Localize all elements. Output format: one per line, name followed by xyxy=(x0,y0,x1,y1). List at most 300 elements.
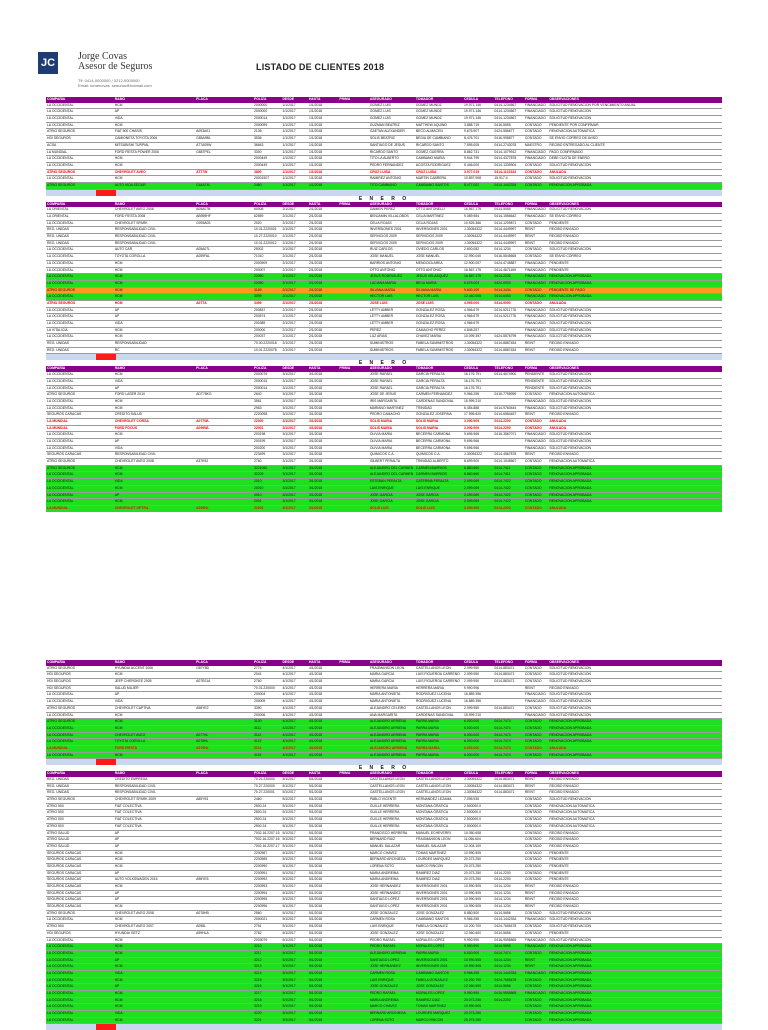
table-cell: 3221 xyxy=(254,1017,262,1022)
table-cell: LA ORIENTAL xyxy=(47,207,69,212)
table-cell: FINANCIADO xyxy=(524,156,546,161)
table-row[interactable] xyxy=(46,739,722,746)
table-cell xyxy=(195,831,253,837)
table-cell: LA OCCIDENTAL xyxy=(47,739,74,744)
table-cell: 2200996 xyxy=(254,904,268,909)
column-header: PLACA xyxy=(196,201,208,206)
table-cell: 3/1/2017 xyxy=(282,459,296,464)
table-cell: CAMBANO MARIA xyxy=(415,156,445,161)
table-cell: ALEJANDRO ARRIENA xyxy=(369,745,408,750)
table-cell xyxy=(195,817,253,823)
table-cell: 0414-1209871 xyxy=(494,220,517,225)
table-cell: BERNARD ARCINIEGA xyxy=(369,1011,406,1016)
table-cell: ALEJANDRO ARRIENA xyxy=(369,719,406,724)
section-footer xyxy=(46,1024,722,1030)
table-row[interactable] xyxy=(46,877,722,884)
table-cell: 4/1/2017 xyxy=(282,679,296,684)
column-header: POLIZA xyxy=(254,771,267,776)
table-cell: SE ENVIO CORREO xyxy=(549,254,582,259)
table-row[interactable] xyxy=(46,136,722,143)
table-cell: 9.990.996 xyxy=(464,685,480,690)
table-row[interactable] xyxy=(46,301,722,308)
table-row[interactable] xyxy=(46,777,722,784)
table-row[interactable] xyxy=(46,183,722,190)
table-row[interactable] xyxy=(46,831,722,838)
table-row[interactable] xyxy=(46,958,722,965)
table-row[interactable] xyxy=(46,227,722,234)
table-cell: SEGUROS CARACAS xyxy=(47,870,82,875)
table-cell: 0424-4745887 xyxy=(494,260,517,265)
table-row[interactable] xyxy=(46,944,722,951)
table-cell: 2220098 xyxy=(254,412,268,417)
table-cell: 5/1/2017 xyxy=(282,910,296,915)
table-row[interactable] xyxy=(46,439,722,446)
table-row[interactable] xyxy=(46,964,722,971)
table-cell: 0414-2200 xyxy=(494,997,511,1002)
table-row[interactable] xyxy=(46,699,722,706)
table-row[interactable] xyxy=(46,466,722,473)
table-cell: 10.990.505 xyxy=(464,850,481,855)
table-cell: SOLIS MARIA xyxy=(369,418,393,423)
table-row[interactable] xyxy=(46,733,722,740)
table-cell: 3/1/2017 xyxy=(282,499,296,504)
table-cell: MENDOZA AREA xyxy=(415,260,443,265)
table-cell: 10.27.2220010 xyxy=(254,234,277,239)
column-header: ASEGURADO xyxy=(369,771,392,776)
table-row[interactable] xyxy=(46,904,722,911)
table-row[interactable] xyxy=(46,254,722,261)
table-cell: GOMEZ MUNOZ xyxy=(415,109,442,114)
table-row[interactable] xyxy=(46,163,722,170)
table-cell: 2136 xyxy=(254,129,262,134)
table-row[interactable] xyxy=(46,412,722,419)
table-cell: A077HL xyxy=(196,732,209,737)
table-cell: CASTELLANOS LEON xyxy=(415,777,451,781)
table-cell: CONTADO xyxy=(524,485,542,490)
table-cell: GOMEZ LUIS xyxy=(369,116,391,121)
column-header: TELEFONO xyxy=(494,660,513,664)
table-cell-empty xyxy=(338,493,368,499)
table-cell: VIDA xyxy=(114,378,123,383)
table-cell: 4/1/2017 xyxy=(282,705,296,710)
table-row[interactable] xyxy=(46,790,722,797)
table-cell: 2/1/2017 xyxy=(282,321,296,325)
column-header: CEDULA xyxy=(464,97,479,101)
table-cell: SOLICITUD RENOVACION xyxy=(549,405,591,410)
table-row[interactable] xyxy=(46,679,722,686)
table-cell: 2.099.950 xyxy=(464,705,480,710)
table-cell-empty xyxy=(338,268,368,274)
table-row[interactable] xyxy=(46,978,722,985)
table-cell: 10.990.505 xyxy=(464,957,481,962)
table-cell: LA OCCIDENTAL xyxy=(47,162,74,167)
table-row[interactable] xyxy=(46,386,722,393)
table-row[interactable] xyxy=(46,281,722,288)
table-cell: HCM xyxy=(114,937,123,942)
table-row[interactable] xyxy=(46,884,722,891)
table-cell: PENDIENTE xyxy=(524,372,545,377)
table-cell: LA OCCIDENTAL xyxy=(47,752,74,757)
table-row[interactable] xyxy=(46,308,722,315)
table-row[interactable] xyxy=(46,837,722,844)
table-cell xyxy=(493,804,523,810)
table-cell xyxy=(195,328,253,334)
table-cell xyxy=(493,386,523,392)
table-cell-empty xyxy=(338,837,368,843)
table-cell: HCM xyxy=(114,850,123,855)
table-cell: A099WL xyxy=(196,425,210,430)
table-row[interactable] xyxy=(46,399,722,406)
table-cell: 200007 xyxy=(254,267,266,272)
table-cell: 70.00.2220018 xyxy=(254,341,277,346)
table-row[interactable] xyxy=(46,221,722,228)
table-cell: HCM xyxy=(114,274,123,279)
table-cell: CONTADO xyxy=(524,287,542,292)
table-row[interactable] xyxy=(46,493,722,500)
table-row[interactable] xyxy=(46,479,722,486)
table-cell: 3/1/2018 xyxy=(308,398,323,403)
table-row[interactable] xyxy=(46,864,722,871)
table-cell: MARIA ANDREINA xyxy=(369,877,399,882)
table-row[interactable] xyxy=(46,713,722,720)
table-cell: JOSE DE JESUS xyxy=(369,392,397,397)
table-row[interactable] xyxy=(46,804,722,811)
table-cell: AB959HF xyxy=(196,214,211,218)
table-row[interactable] xyxy=(46,294,722,301)
footer-marker xyxy=(96,190,116,196)
table-row[interactable] xyxy=(46,746,722,753)
table-cell: SOLICITUD RENOVACION xyxy=(549,398,591,403)
table-cell-empty xyxy=(338,372,368,378)
table-cell: MARTIN CABRERA xyxy=(415,176,447,181)
table-cell: HCM xyxy=(114,712,123,717)
table-cell-empty xyxy=(338,1018,368,1024)
table-cell: TITO LA ALBERTO xyxy=(369,156,399,161)
table-cell: 2200991 xyxy=(254,870,268,875)
table-row[interactable] xyxy=(46,379,722,386)
table-cell: CARMEN ROSA xyxy=(369,917,396,922)
table-cell: 0414-7474 xyxy=(494,719,511,724)
table-row[interactable] xyxy=(46,486,722,493)
table-cell: 3390 xyxy=(254,705,262,710)
table-cell-empty xyxy=(338,699,368,705)
table-cell: 5/1/2017 xyxy=(282,1011,296,1016)
table-row[interactable] xyxy=(46,314,722,321)
table-row[interactable] xyxy=(46,1018,722,1025)
table-cell: 1/1/2018 xyxy=(308,156,323,161)
table-row[interactable] xyxy=(46,911,722,918)
table-cell: CONTADO xyxy=(524,129,542,134)
table-cell-empty xyxy=(338,379,368,385)
table-row[interactable] xyxy=(46,784,722,791)
table-cell: 4/1/2017 xyxy=(282,665,296,670)
table-cell: FIAT COLECTIVA xyxy=(114,823,142,828)
table-cell: 5/1/2018 xyxy=(308,890,323,895)
table-cell: ATRIO SEGUROS xyxy=(47,719,76,724)
table-cell: DAMIEN PEREZ xyxy=(369,207,396,212)
table-cell: 4/1/2018 xyxy=(308,679,323,684)
table-cell xyxy=(195,241,253,247)
table-row[interactable] xyxy=(46,692,722,699)
table-cell: CAMACHO PEREZ xyxy=(415,327,446,332)
table-cell: CONTADO xyxy=(524,254,542,259)
table-row[interactable] xyxy=(46,686,722,693)
table-cell: 5/1/2018 xyxy=(308,830,323,835)
table-cell-empty xyxy=(338,466,368,472)
footer-fill xyxy=(116,190,722,196)
table-cell-empty xyxy=(338,426,368,432)
table-row[interactable] xyxy=(46,288,722,295)
table-cell: RECIBO ENVIADO xyxy=(549,837,579,842)
table-cell: 62559 xyxy=(254,214,264,218)
table-cell: CONTADO xyxy=(524,418,542,423)
table-cell: 3219 xyxy=(254,1004,262,1009)
table-row[interactable] xyxy=(46,116,722,123)
table-cell-empty xyxy=(338,334,368,340)
table-row[interactable] xyxy=(46,109,722,116)
table-cell: RODRIGUEZ LUCENA xyxy=(415,692,451,697)
table-cell xyxy=(195,234,253,240)
table-cell: 4/1/2017 xyxy=(282,712,296,717)
table-row[interactable] xyxy=(46,129,722,136)
table-row[interactable] xyxy=(46,984,722,991)
table-cell-empty xyxy=(338,103,368,109)
table-row[interactable] xyxy=(46,797,722,804)
table-row[interactable] xyxy=(46,207,722,214)
table-cell: PARRA MARIA xyxy=(415,739,439,744)
table-cell xyxy=(195,824,253,830)
table-cell xyxy=(195,294,253,300)
table-cell-empty xyxy=(338,944,368,950)
table-cell: J-30054322 xyxy=(464,227,482,232)
table-cell xyxy=(195,479,253,485)
table-cell: SEGUROS CARACAS xyxy=(47,452,82,457)
table-cell: RESPONSABILIDAD CIVIL xyxy=(114,234,157,239)
table-row[interactable] xyxy=(46,214,722,221)
table-cell: AP xyxy=(114,837,120,842)
table-cell: MARIANO MARTINEZ xyxy=(369,405,404,410)
table-cell: LA MUNDIAL xyxy=(47,425,68,430)
table-row[interactable] xyxy=(46,341,722,348)
table-row[interactable] xyxy=(46,459,722,466)
table-cell xyxy=(195,341,253,347)
table-cell: 2/1/2018 xyxy=(308,267,323,272)
table-row[interactable] xyxy=(46,924,722,931)
column-header: POLIZA xyxy=(254,201,267,206)
table-row[interactable] xyxy=(46,810,722,817)
table-row[interactable] xyxy=(46,170,722,177)
table-row[interactable] xyxy=(46,176,722,183)
table-cell: RENOVACION APROBADA xyxy=(549,957,592,962)
table-cell: ESTEBAN PERALTA xyxy=(369,479,402,484)
table-row[interactable] xyxy=(46,348,722,355)
table-cell: 5/1/2017 xyxy=(282,877,296,882)
table-cell: 2200990 xyxy=(254,863,268,868)
table-cell xyxy=(195,753,253,759)
table-row[interactable] xyxy=(46,372,722,379)
column-header: POLIZA xyxy=(254,366,267,371)
table-cell: PARRA MARIA xyxy=(415,950,439,955)
table-cell: 5/1/2018 xyxy=(308,857,323,862)
table-cell: 3112 xyxy=(254,732,262,737)
table-row[interactable] xyxy=(46,274,722,281)
table-row[interactable] xyxy=(46,321,722,328)
table-row[interactable] xyxy=(46,998,722,1005)
table-cell: PENDIENTE xyxy=(549,260,569,265)
table-cell: HCM xyxy=(114,752,123,757)
table-row[interactable] xyxy=(46,261,722,268)
table-cell: 3499 xyxy=(254,300,262,305)
table-cell: FINANCIADO xyxy=(524,699,546,704)
table-cell xyxy=(195,103,253,109)
table-row[interactable] xyxy=(46,938,722,945)
table-row[interactable] xyxy=(46,392,722,399)
table-cell: GOMEZ MUNOZ xyxy=(415,102,442,107)
table-cell: 3218 xyxy=(254,997,262,1002)
table-cell: 2/1/2018 xyxy=(308,234,323,239)
table-cell: HCM xyxy=(114,997,123,1002)
table-cell: FINANCIADO xyxy=(524,116,546,121)
table-row[interactable] xyxy=(46,706,722,713)
column-header: FORMA xyxy=(524,97,538,101)
column-header: TELEFONO xyxy=(494,201,513,206)
table-cell: 4/1/2017 xyxy=(282,725,296,730)
table-row[interactable] xyxy=(46,472,722,479)
table-row[interactable] xyxy=(46,446,722,453)
table-cell: 20.073.250 xyxy=(464,1011,481,1016)
table-row[interactable] xyxy=(46,857,722,864)
table-cell: RECIBO ENTREGADO AL CLIENTE xyxy=(549,142,605,147)
sheet-page-1 xyxy=(0,0,768,512)
table-cell: CASTELLANOS LEON xyxy=(369,777,405,781)
table-cell-empty xyxy=(338,726,368,732)
table-cell: 0424-7655478 xyxy=(494,924,517,929)
table-row[interactable] xyxy=(46,991,722,998)
table-row[interactable] xyxy=(46,897,722,904)
table-row[interactable] xyxy=(46,150,722,157)
table-cell: CAMBIANO SANTOS xyxy=(415,182,449,187)
table-cell: AUTO CAR xyxy=(114,247,133,252)
table-cell: 5/1/2018 xyxy=(308,777,323,781)
table-row[interactable] xyxy=(46,871,722,878)
table-cell: 3/1/2018 xyxy=(308,405,323,410)
table-cell-empty xyxy=(338,904,368,910)
table-cell: 5/1/2018 xyxy=(308,904,323,909)
table-row[interactable] xyxy=(46,726,722,733)
table-row[interactable] xyxy=(46,334,722,341)
table-row[interactable] xyxy=(46,851,722,858)
table-row[interactable] xyxy=(46,951,722,958)
table-row[interactable] xyxy=(46,328,722,335)
table-cell: LA OCCIDENTAL xyxy=(47,122,74,127)
table-row[interactable] xyxy=(46,452,722,459)
table-cell: HCM xyxy=(114,405,123,410)
table-cell: LA MUNDIAL xyxy=(47,418,68,423)
table-row[interactable] xyxy=(46,247,722,254)
table-cell: 2200993 xyxy=(254,884,268,888)
table-cell: CATERINA PERALTA xyxy=(415,479,449,484)
table-cell-empty xyxy=(338,817,368,823)
table-cell-empty xyxy=(338,692,368,698)
table-cell-empty xyxy=(338,784,368,790)
table-cell xyxy=(493,1011,523,1017)
logo-contact-phone: Tlf: 0414-0000000 / 0212-0000000 xyxy=(78,78,140,82)
table-cell-empty xyxy=(338,917,368,923)
table-row[interactable] xyxy=(46,268,722,275)
table-row[interactable] xyxy=(46,817,722,824)
table-cell: CONTADO xyxy=(524,392,542,397)
table-row[interactable] xyxy=(46,666,722,673)
table-row[interactable] xyxy=(46,753,722,760)
table-cell: SOLICITUD RENOVACION xyxy=(549,917,591,922)
table-cell: 2/1/2018 xyxy=(308,254,323,259)
table-cell: 2.099.069 xyxy=(464,479,480,484)
table-row[interactable] xyxy=(46,156,722,163)
table-row[interactable] xyxy=(46,419,722,426)
table-cell: 16.176.791 xyxy=(464,378,481,383)
table-cell: 2/1/2018 xyxy=(308,274,323,279)
table-cell: LA OCCIDENTAL xyxy=(47,1011,74,1016)
table-row[interactable] xyxy=(46,719,722,726)
table-row[interactable] xyxy=(46,917,722,924)
table-row[interactable] xyxy=(46,241,722,248)
table-cell: LA OCCIDENTAL xyxy=(47,156,74,161)
table-cell: 3.090.909 xyxy=(464,505,480,510)
table-row[interactable] xyxy=(46,931,722,938)
table-row[interactable] xyxy=(46,971,722,978)
table-cell xyxy=(195,314,253,320)
table-row[interactable] xyxy=(46,103,722,110)
table-cell: JOSE GONZALEZ xyxy=(369,910,398,915)
table-row[interactable] xyxy=(46,234,722,241)
table-row[interactable] xyxy=(46,143,722,150)
table-cell: GOMEZ GUERRA xyxy=(415,149,444,154)
table-cell: RENOVACION AUTOMATICA xyxy=(549,803,595,808)
table-cell: CONTADO xyxy=(524,797,542,802)
table-cell: 200006 xyxy=(254,712,266,717)
table-cell: CONTADO xyxy=(524,176,542,181)
table-row[interactable] xyxy=(46,432,722,439)
table-cell: 16.176.791 xyxy=(464,385,481,390)
table-row[interactable] xyxy=(46,406,722,413)
table-cell: 4/1/2018 xyxy=(308,752,323,757)
table-cell: J-30054322 xyxy=(464,452,482,457)
table-row[interactable] xyxy=(46,1004,722,1011)
table-row[interactable] xyxy=(46,1011,722,1018)
table-cell: RAMIREZ DIAZ xyxy=(415,870,440,875)
table-cell: 2/1/2017 xyxy=(282,220,296,225)
table-cell: CHAVEZ MARIA xyxy=(415,334,442,339)
table-cell: 4/1/2017 xyxy=(282,672,296,677)
table-row[interactable] xyxy=(46,672,722,679)
column-header: OBSERVACIONES xyxy=(549,660,579,664)
table-cell: INVERSIONES 2001 xyxy=(415,957,448,962)
table-cell: RECIBO ENVIADO xyxy=(549,843,579,848)
table-row[interactable] xyxy=(46,426,722,433)
table-cell: 22050 xyxy=(254,274,264,279)
table-row[interactable] xyxy=(46,824,722,831)
table-row[interactable] xyxy=(46,844,722,851)
table-row[interactable] xyxy=(46,499,722,506)
table-cell: 60008 xyxy=(254,207,264,212)
table-cell: FINANCIADO xyxy=(524,439,546,443)
table-cell-empty xyxy=(338,984,368,990)
table-cell-empty xyxy=(338,864,368,870)
table-row[interactable] xyxy=(46,891,722,898)
table-row[interactable] xyxy=(46,123,722,130)
table-cell: RECIBO ENVIADO xyxy=(549,227,579,232)
table-cell: MARIA GARCIA xyxy=(369,672,395,677)
